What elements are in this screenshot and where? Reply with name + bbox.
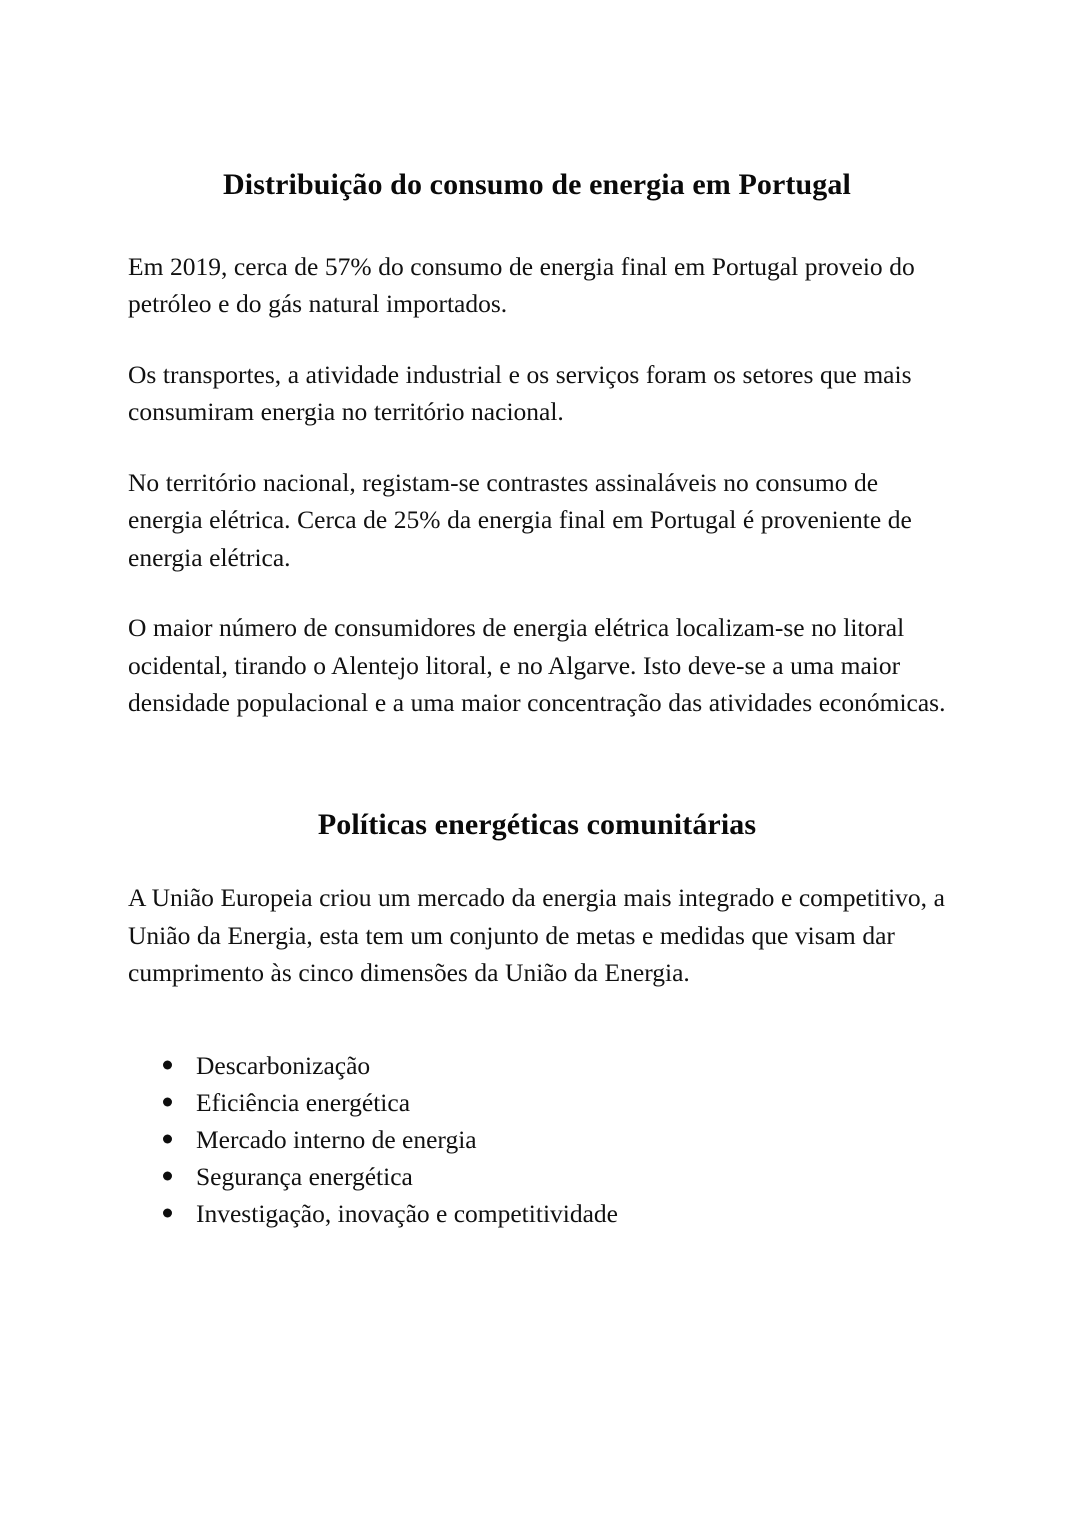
list-item bbox=[128, 1158, 946, 1195]
bullet-disc-icon bbox=[163, 1098, 172, 1107]
list-item-label: Segurança energética bbox=[196, 1161, 413, 1191]
bullet-disc-icon bbox=[163, 1061, 172, 1070]
list-item-label: Investigação, inovação e competitividade bbox=[196, 1198, 618, 1228]
list-item bbox=[128, 1047, 946, 1084]
energy-union-dimensions-list bbox=[128, 1047, 946, 1232]
paragraph-electric-contrasts: No território nacional, registam-se contrastes assinaláveis no consumo de energia elétrica. Cerca de 25% da energia final em Portugal é proveniente de energia elétrica. bbox=[128, 467, 912, 572]
paragraph-energy-share: Em 2019, cerca de 57% do consumo de energia final em Portugal proveio do petróleo e do gás natural importados. bbox=[128, 251, 915, 318]
page-title: Distribuição do consumo de energia em Portugal bbox=[223, 168, 851, 201]
paragraph-energy-union: A União Europeia criou um mercado da energia mais integrado e competitivo, a União da Energia, esta tem um conjunto de metas e medidas que visam dar cumprimento às cinco dimensões da União da Energia. bbox=[128, 883, 945, 987]
bullet-disc-icon bbox=[163, 1135, 172, 1144]
list-item bbox=[128, 1121, 946, 1158]
paragraph-top-sectors: Os transportes, a atividade industrial e os serviços foram os setores que mais consumiram energia no território nacional. bbox=[128, 359, 912, 426]
bullet-disc-icon bbox=[163, 1209, 172, 1218]
bullet-disc-icon bbox=[163, 1172, 172, 1181]
document-text-column bbox=[128, 0, 946, 1232]
section-heading-energy-policies: Políticas energéticas comunitárias bbox=[317, 807, 757, 841]
list-item bbox=[128, 1195, 946, 1232]
paragraph-consumer-distribution: O maior número de consumidores de energia elétrica localizam-se no litoral ocidental, tirando o Alentejo litoral, e no Algarve. Isto deve-se a uma maior densidade populacional e a uma maior concentração das atividades económicas. bbox=[128, 613, 946, 717]
list-item bbox=[128, 1084, 946, 1121]
list-item-label: Mercado interno de energia bbox=[196, 1124, 477, 1154]
list-item-label: Descarbonização bbox=[196, 1050, 371, 1080]
list-item-label: Eficiência energética bbox=[196, 1087, 411, 1117]
